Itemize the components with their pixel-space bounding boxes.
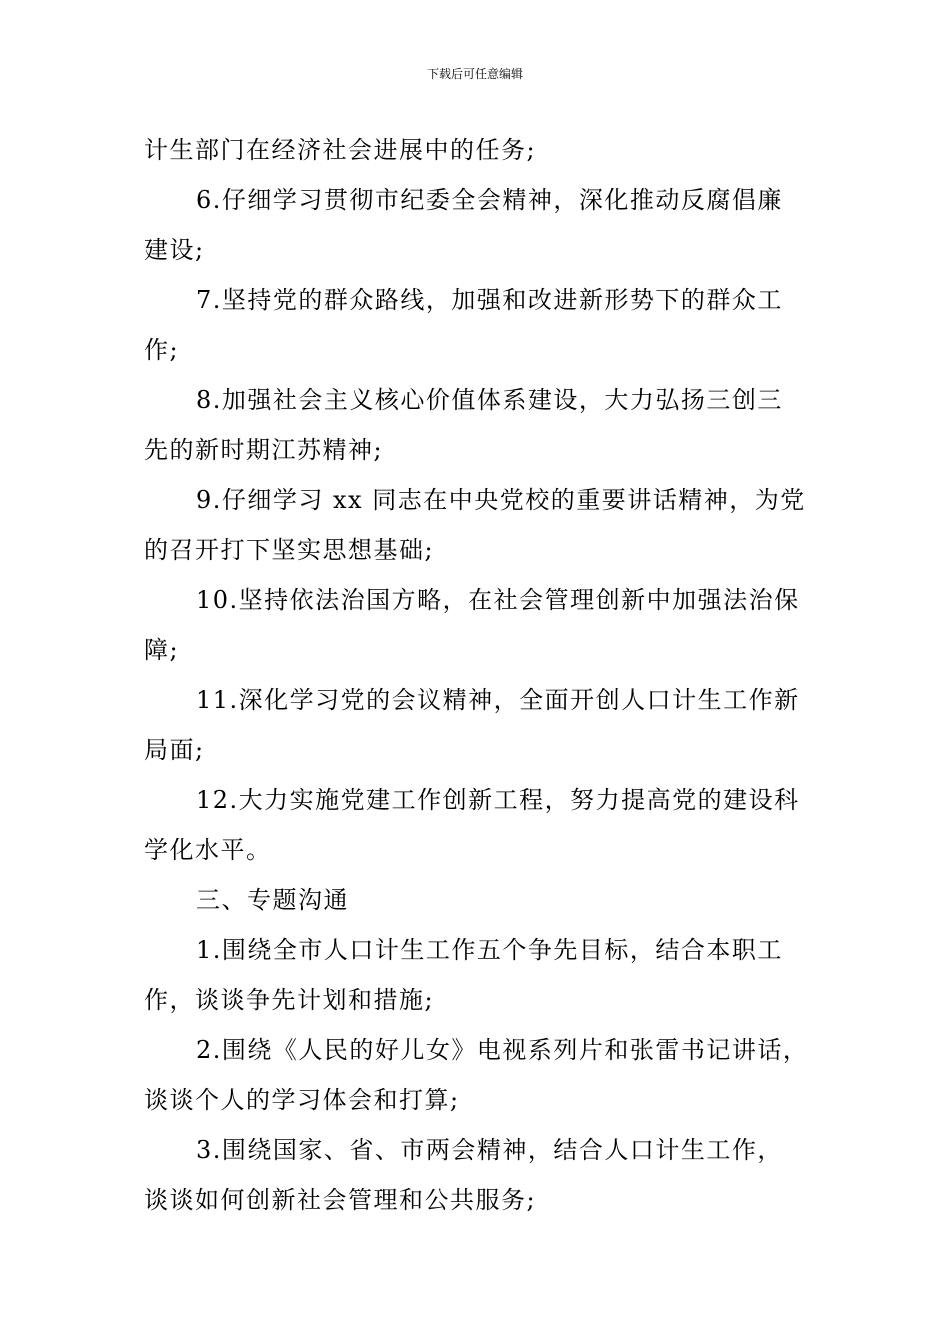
text-line: 学化水平。 — [144, 836, 272, 864]
text-line: 计生部门在经济社会进展中的任务; — [144, 136, 537, 164]
text-line: 局面; — [144, 736, 205, 764]
text-line: 障; — [144, 636, 180, 664]
section-heading: 三、专题沟通 — [196, 886, 349, 914]
text-line: 2.围绕《人民的好儿女》电视系列片和张雷书记讲话， — [196, 1036, 809, 1064]
text-line: 谈谈如何创新社会管理和公共服务; — [144, 1186, 537, 1214]
text-line: 8.加强社会主义核心价值体系建设，大力弘扬三创三 — [196, 386, 783, 414]
text-line: 6.仔细学习贯彻市纪委全会精神，深化推动反腐倡廉 — [196, 186, 783, 214]
text-line: 作，谈谈争先计划和措施; — [144, 986, 435, 1014]
text-line: 10.坚持依法治国方略，在社会管理创新中加强法治保 — [196, 586, 800, 614]
text-line: 作; — [144, 336, 180, 364]
text-line: 谈谈个人的学习体会和打算; — [144, 1086, 460, 1114]
text-line: 3.围绕国家、省、市两会精神，结合人口计生工作， — [196, 1136, 783, 1164]
text-line: 9.仔细学习 xx 同志在中央党校的重要讲话精神，为党 — [196, 486, 806, 514]
text-line: 11.深化学习党的会议精神，全面开创人口计生工作新 — [196, 686, 800, 714]
page-header-note: 下载后可任意编辑 — [426, 67, 523, 81]
text-line: 7.坚持党的群众路线，加强和改进新形势下的群众工 — [196, 286, 783, 314]
text-line: 先的新时期江苏精神; — [144, 436, 384, 464]
document-body — [144, 125, 834, 1225]
text-line: 1.围绕全市人口计生工作五个争先目标，结合本职工 — [196, 936, 783, 964]
text-line: 的召开打下坚实思想基础; — [144, 536, 435, 564]
text-line: 建设; — [144, 236, 205, 264]
text-line: 12.大力实施党建工作创新工程，努力提高党的建设科 — [196, 786, 800, 814]
